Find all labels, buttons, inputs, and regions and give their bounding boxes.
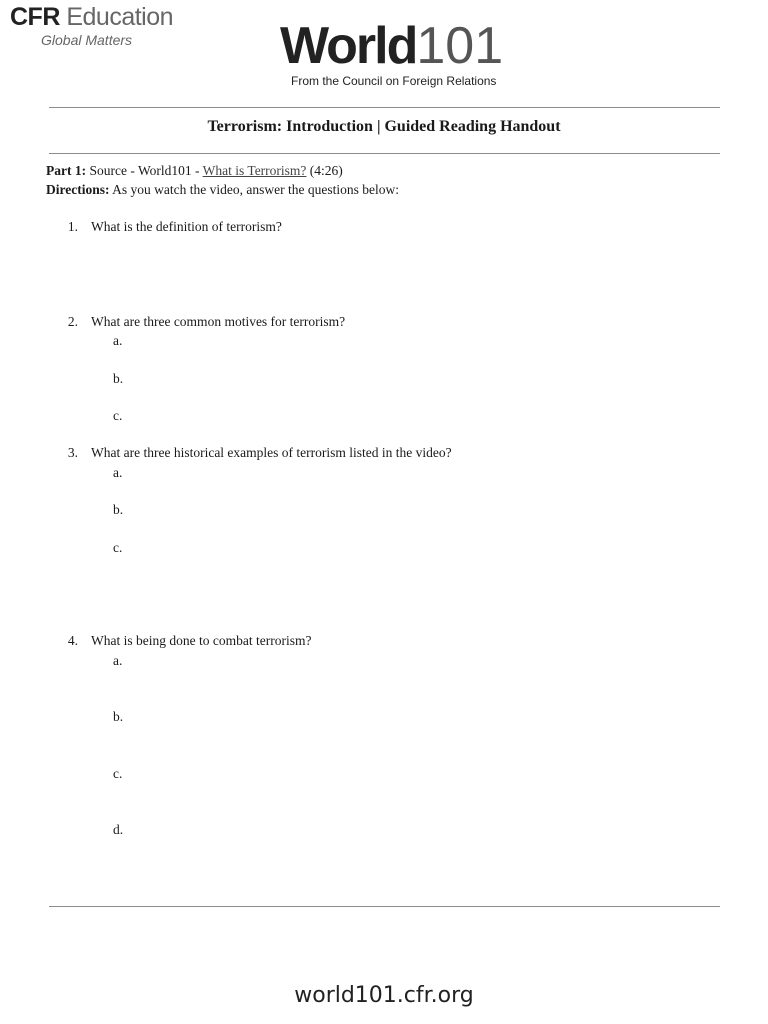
cfr-tagline: Global Matters xyxy=(41,32,133,48)
question-text: What are three common motives for terrorism? xyxy=(91,314,346,329)
footer-url[interactable]: world101.cfr.org xyxy=(294,983,474,1008)
answer-item-label: d. xyxy=(113,822,124,837)
directions-text: As you watch the video, answer the questions below: xyxy=(109,182,399,197)
answer-item-label: c. xyxy=(113,408,123,423)
cfr-education-logo xyxy=(10,5,173,47)
part-line xyxy=(46,163,343,179)
part-source: Source - World101 - xyxy=(86,163,203,178)
header-divider xyxy=(49,107,720,108)
video-duration: (4:26) xyxy=(306,163,343,178)
footer-divider xyxy=(49,906,720,907)
question-text: What is the definition of terrorism? xyxy=(91,219,282,234)
question-text: What are three historical examples of terrorism listed in the video? xyxy=(91,445,452,460)
answer-item-label: a. xyxy=(113,653,123,668)
directions-line xyxy=(46,182,399,198)
page-title: Terrorism: Introduction | Guided Reading Handout xyxy=(207,118,561,135)
world101-logo xyxy=(280,17,520,88)
answer-item-label: b. xyxy=(113,502,124,517)
answer-item-label: b. xyxy=(113,709,124,724)
question-number: 4. xyxy=(67,633,78,648)
answer-item-label: a. xyxy=(113,465,123,480)
part-label: Part 1: xyxy=(46,163,87,178)
question-number: 1. xyxy=(67,219,78,234)
video-link[interactable]: What is Terrorism? xyxy=(202,163,307,178)
question-text: What is being done to combat terrorism? xyxy=(91,633,312,648)
answer-item-label: b. xyxy=(113,371,124,386)
directions-label: Directions: xyxy=(46,182,110,197)
world101-tagline: From the Council on Foreign Relations xyxy=(291,74,497,88)
answer-item-label: c. xyxy=(113,766,123,781)
world-logo-strong: World xyxy=(280,17,417,75)
cfr-logo-strong: CFR xyxy=(10,3,60,31)
answer-item-label: a. xyxy=(113,333,123,348)
question-number: 3. xyxy=(67,445,78,460)
question-number: 2. xyxy=(67,314,78,329)
answer-item-label: c. xyxy=(113,540,123,555)
title-divider xyxy=(49,153,720,154)
world-logo-number: 101 xyxy=(416,17,504,75)
cfr-logo-light: Education xyxy=(59,3,174,31)
